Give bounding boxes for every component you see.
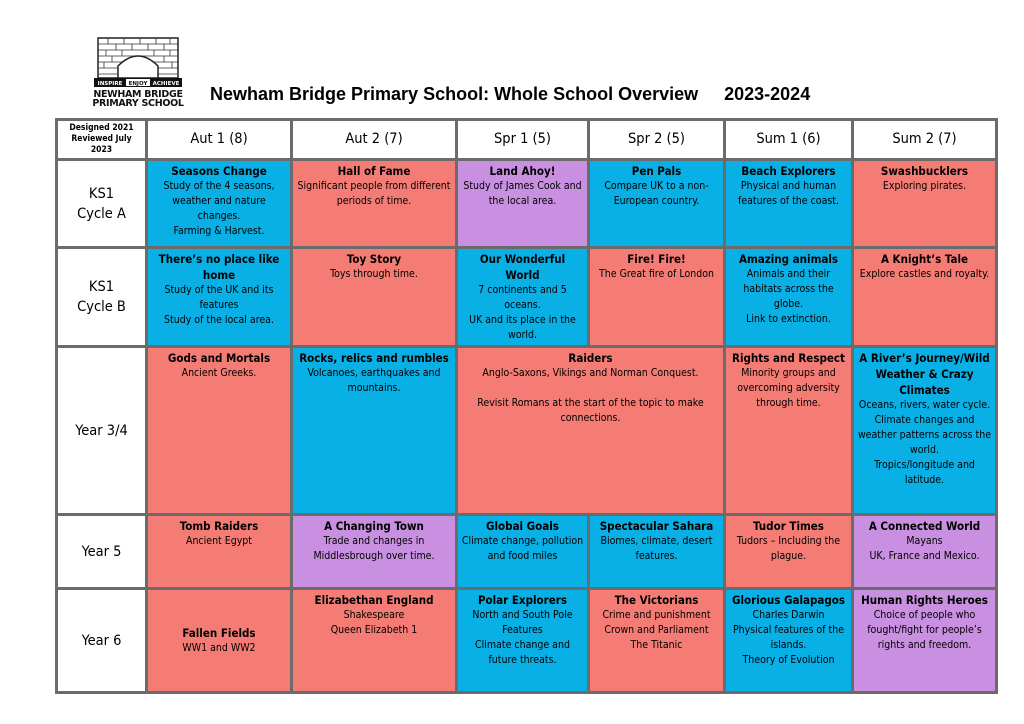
corner-designed: Designed 2021 — [69, 123, 134, 133]
topic-cell — [457, 347, 725, 515]
topic-cell — [147, 248, 292, 347]
motto-achieve: ACHIEVE — [152, 81, 180, 87]
table-row — [57, 160, 997, 248]
topic-cell — [292, 589, 457, 693]
topic-title: Our Wonderful World — [479, 252, 566, 282]
topic-title: Tomb Raiders — [179, 519, 259, 533]
topic-cell — [853, 589, 997, 693]
row-label — [57, 248, 147, 347]
topic-description: Toys through time. — [330, 268, 418, 280]
topic-cell — [853, 515, 997, 589]
topic-description: Tudors – Including the plague. — [736, 535, 841, 562]
topic-title: Seasons Change — [171, 164, 267, 178]
corner-reviewed: Reviewed July 2023 — [71, 134, 132, 155]
column-header-spr2: Spr 2 (5) — [589, 120, 725, 160]
header-row — [57, 120, 997, 160]
title-years: 2023-2024 — [724, 84, 811, 104]
row-label-line: Year 6 — [81, 632, 122, 649]
topic-title: Rocks, relics and rumbles — [299, 351, 449, 365]
topic-cell — [457, 589, 589, 693]
topic-description: Explore castles and royalty. — [859, 268, 990, 280]
topic-description: Compare UK to a non-European country. — [604, 180, 709, 207]
topic-title: Global Goals — [486, 519, 559, 533]
logo-text-line1: NEWHAM BRIDGE — [93, 88, 183, 100]
topic-title: Land Ahoy! — [489, 164, 556, 178]
topic-description: Choice of people who fought/fight for people’s rights and freedom. — [867, 609, 982, 651]
topic-description: Study of James Cook and the local area. — [463, 180, 582, 207]
topic-cell — [725, 160, 853, 248]
topic-title: Hall of Fame — [337, 164, 411, 178]
topic-description: Link to extinction. — [746, 313, 831, 325]
topic-description: Theory of Evolution — [742, 654, 835, 666]
topic-cell — [457, 248, 589, 347]
topic-description: Climate changes and weather patterns across the world. — [857, 414, 992, 456]
topic-description: UK and its place in the world. — [469, 314, 576, 341]
topic-title: Human Rights Heroes — [861, 593, 988, 607]
topic-cell — [725, 347, 853, 515]
topic-description: Queen Elizabeth 1 — [330, 624, 418, 636]
topic-title: Gods and Mortals — [167, 351, 271, 365]
table-row — [57, 347, 997, 515]
topic-description: Animals and their habitats across the globe. — [743, 268, 834, 310]
topic-title: A Changing Town — [324, 519, 424, 533]
topic-description: Minority groups and overcoming adversity through time. — [737, 367, 840, 409]
topic-description: Study of the UK and its features — [164, 284, 274, 311]
topic-cell — [725, 589, 853, 693]
topic-cell — [589, 160, 725, 248]
row-label-line: Year 5 — [81, 543, 122, 560]
topic-description: Ancient Greeks. — [181, 367, 257, 379]
row-label-line: KS1 — [88, 185, 115, 202]
topic-title: Tudor Times — [753, 519, 824, 533]
topic-cell — [147, 589, 292, 693]
topic-title: Raiders — [568, 351, 613, 365]
title-text: Newham Bridge Primary School: Whole School Overview — [210, 84, 699, 104]
table-row — [57, 515, 997, 589]
topic-title: Fallen Fields — [182, 626, 256, 640]
topic-title: Elizabethan England — [314, 593, 434, 607]
logo-text-line2: PRIMARY SCHOOL — [92, 98, 184, 109]
topic-cell — [292, 347, 457, 515]
topic-description: Oceans, rivers, water cycle. — [858, 399, 991, 411]
table-row — [57, 589, 997, 693]
topic-description: Study of the local area. — [164, 314, 274, 326]
row-label-line: Year 3/4 — [75, 422, 128, 439]
topic-description: Crime and punishment — [602, 609, 711, 621]
topic-description: Revisit Romans at the start of the topic to make connections. — [477, 397, 704, 424]
topic-description: Farming & Harvest. — [173, 225, 265, 237]
topic-cell — [853, 347, 997, 515]
topic-description: Charles Darwin — [752, 609, 825, 621]
row-label — [57, 589, 147, 693]
row-label — [57, 515, 147, 589]
topic-cell — [292, 160, 457, 248]
overview-table — [55, 118, 998, 694]
topic-description: Volcanoes, earthquakes and mountains. — [307, 367, 441, 394]
topic-title: Swashbucklers — [880, 164, 969, 178]
motto-inspire: INSPIRE — [97, 81, 123, 87]
topic-title: Pen Pals — [631, 164, 682, 178]
topic-cell — [457, 160, 589, 248]
topic-title: Polar Explorers — [477, 593, 568, 607]
topic-description: Crown and Parliament — [604, 624, 709, 636]
table-row — [57, 248, 997, 347]
topic-description: Study of the 4 seasons, weather and nature changes. — [163, 180, 275, 222]
topic-cell — [725, 248, 853, 347]
topic-cell — [147, 515, 292, 589]
topic-title: Glorious Galapagos — [731, 593, 846, 607]
topic-description: North and South Pole Features — [472, 609, 573, 636]
topic-cell — [457, 515, 589, 589]
row-label — [57, 160, 147, 248]
topic-cell — [853, 160, 997, 248]
topic-description: Climate change, pollution and food miles — [461, 535, 584, 562]
row-label-line: KS1 — [88, 279, 115, 295]
row-label — [57, 347, 147, 515]
line-gap — [461, 381, 720, 396]
topic-cell — [292, 515, 457, 589]
topic-description: Trade and changes in Middlesbrough over time. — [313, 535, 435, 562]
topic-description: 7 continents and 5 oceans. — [478, 284, 567, 311]
topic-title: Beach Explorers — [741, 164, 836, 178]
column-header-sum1: Sum 1 (6) — [725, 120, 853, 160]
corner-cell — [57, 120, 147, 160]
topic-cell — [853, 248, 997, 347]
topic-title: A Connected World — [868, 519, 981, 533]
topic-description: The Titanic — [630, 639, 683, 651]
topic-cell — [589, 589, 725, 693]
school-logo — [86, 36, 190, 109]
topic-description: Ancient Egypt — [185, 535, 253, 547]
topic-description: Anglo-Saxons, Vikings and Norman Conquest. — [482, 367, 699, 379]
topic-description: Biomes, climate, desert features. — [600, 535, 713, 562]
column-header-aut2: Aut 2 (7) — [292, 120, 457, 160]
topic-title: Spectacular Sahara — [599, 519, 714, 533]
topic-title: Fire! Fire! — [627, 252, 686, 266]
topic-description: Shakespeare — [343, 609, 405, 621]
column-header-spr1: Spr 1 (5) — [457, 120, 589, 160]
topic-description: UK, France and Mexico. — [869, 550, 980, 562]
topic-description: Climate change and future threats. — [475, 639, 570, 666]
topic-cell — [725, 515, 853, 589]
topic-title: A Knight’s Tale — [880, 252, 969, 266]
topic-cell — [292, 248, 457, 347]
topic-description: Physical and human features of the coast. — [738, 180, 839, 207]
topic-description: Physical features of the islands. — [732, 624, 845, 651]
motto-enjoy: ENJOY — [128, 81, 148, 87]
topic-description: Tropics/longitude and latitude. — [874, 459, 975, 486]
page-title — [210, 84, 810, 105]
topic-title: A River’s Journey/Wild Weather & Crazy Climates — [859, 351, 990, 397]
row-label-line: Cycle B — [77, 299, 126, 315]
topic-description: The Great fire of London — [599, 268, 714, 280]
topic-description: Exploring pirates. — [882, 180, 967, 192]
table-body — [57, 160, 997, 693]
topic-title: Toy Story — [346, 252, 402, 266]
topic-cell — [147, 160, 292, 248]
topic-description: WW1 and WW2 — [182, 642, 256, 654]
topic-description: Significant people from different periods of time. — [297, 180, 451, 207]
topic-title: The Victorians — [614, 593, 699, 607]
topic-cell — [147, 347, 292, 515]
column-header-aut1: Aut 1 (8) — [147, 120, 292, 160]
topic-cell — [589, 248, 725, 347]
topic-title: Amazing animals — [738, 252, 839, 266]
topic-title: Rights and Respect — [732, 351, 845, 365]
column-header-sum2: Sum 2 (7) — [853, 120, 997, 160]
topic-description: Mayans — [906, 535, 943, 547]
bridge-logo-icon — [86, 36, 190, 88]
topic-cell — [589, 515, 725, 589]
row-label-line: Cycle A — [77, 205, 126, 222]
topic-title: There’s no place like home — [158, 252, 280, 282]
